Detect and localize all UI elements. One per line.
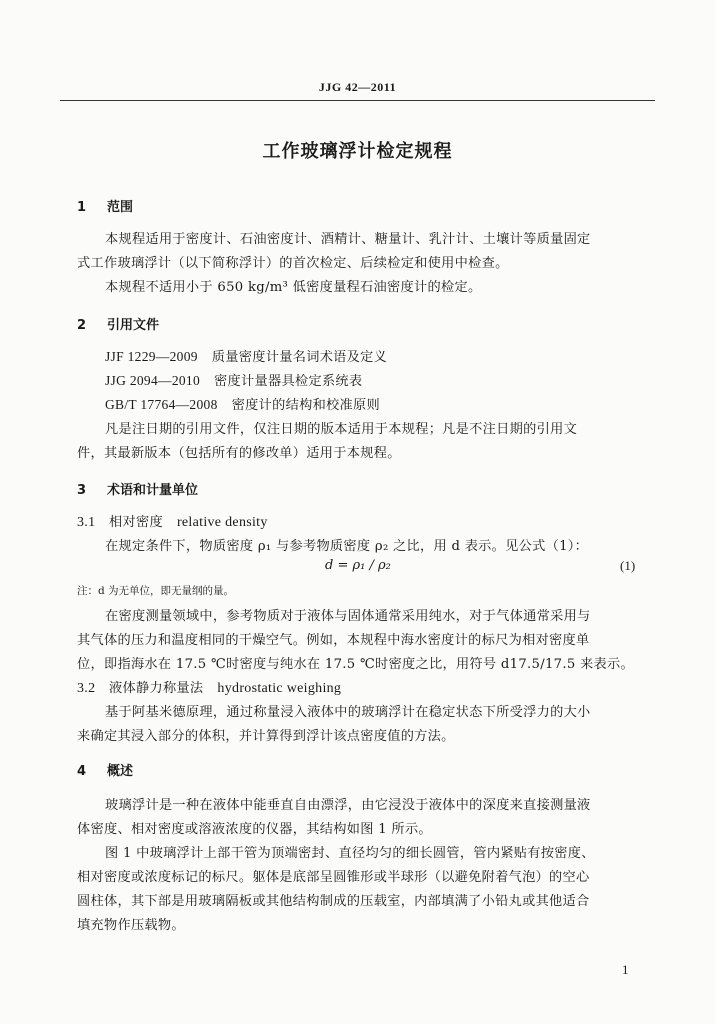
paragraph-line: 位，即指海水在 17.5 ℃时密度与纯水在 17.5 ℃时密度之比，用符号 d17.5/17.5 来表示。 <box>77 657 634 672</box>
section-heading-4 <box>77 760 133 779</box>
reference-item <box>105 370 362 389</box>
paragraph-line: 本规程不适用小于 650 kg/m³ 低密度量程石油密度计的检定。 <box>105 280 482 295</box>
subsection-heading-3-1 <box>77 511 268 531</box>
reference-name: 密度计的结构和校准原则 <box>231 398 381 413</box>
header-rule <box>60 100 655 101</box>
paragraph-line: 在密度测量领域中，参考物质对于液体与固体通常采用纯水，对于气体通常采用与 <box>105 609 591 624</box>
paragraph-line: 填充物作压载物。 <box>77 918 185 933</box>
subsection-title-zh: 相对密度 <box>109 515 163 530</box>
section-title: 术语和计量单位 <box>107 483 199 498</box>
section-title: 概述 <box>107 764 134 779</box>
paragraph-line: 玻璃浮计是一种在液体中能垂直自由漂浮，由它浸没于液体中的深度来直接测量液 <box>105 798 591 813</box>
formula: d = ρ₁ / ρ₂ <box>325 558 391 573</box>
reference-code: JJG 2094—2010 <box>105 373 201 388</box>
section-title: 引用文件 <box>107 318 160 333</box>
paragraph-line: 基于阿基米德原理，通过称量浸入液体中的玻璃浮计在稳定状态下所受浮力的大小 <box>105 705 591 720</box>
note: 注：d 为无单位，即无量纲的量。 <box>77 585 235 597</box>
subsection-number: 3.2 <box>77 681 96 696</box>
section-number: 2 <box>77 318 87 333</box>
paragraph-line: 图 1 中玻璃浮计上部干管为顶端密封、直径均匀的细长圆管，管内紧贴有按密度、 <box>105 846 595 861</box>
paragraph-line: 体密度、相对密度或溶液浓度的仪器，其结构如图 1 所示。 <box>77 822 432 837</box>
reference-name: 密度计量器具检定系统表 <box>214 374 363 389</box>
reference-code: GB/T 17764—2008 <box>105 397 218 412</box>
reference-name: 质量密度计量名词术语及定义 <box>211 350 388 365</box>
section-heading-3 <box>77 479 198 498</box>
subsection-title-en: relative density <box>176 515 268 530</box>
paragraph-line: 凡是注日期的引用文件，仅注日期的版本适用于本规程；凡是不注日期的引用文 <box>105 422 578 437</box>
paragraph-line: 在规定条件下，物质密度 ρ₁ 与参考物质密度 ρ₂ 之比，用 d 表示。见公式（1）： <box>105 539 589 554</box>
paragraph-line: 本规程适用于密度计、石油密度计、酒精计、糖量计、乳汁计、土壤计等质量固定 <box>105 232 591 247</box>
subsection-number: 3.1 <box>77 515 96 530</box>
subsection-heading-3-2 <box>77 677 341 697</box>
paragraph-line: 来确定其浸入部分的体积，并计算得到浮计该点密度值的方法。 <box>77 729 455 744</box>
reference-item <box>105 394 380 413</box>
paragraph-line: 件，其最新版本（包括所有的修改单）适用于本规程。 <box>77 446 401 461</box>
subsection-title-zh: 液体静力称量法 <box>109 681 204 696</box>
formula-number: (1) <box>620 558 636 573</box>
paragraph-line: 相对密度或浓度标记的标尺。躯体是底部呈圆锥形或半球形（以避免附着气泡）的空心 <box>77 870 590 885</box>
page-header: JJG 42—2011 <box>318 80 397 94</box>
section-heading-2 <box>77 314 159 333</box>
section-heading-1 <box>77 196 133 215</box>
document-title: 工作玻璃浮计检定规程 <box>262 141 453 162</box>
section-number: 3 <box>77 483 87 498</box>
section-title: 范围 <box>107 200 134 215</box>
reference-item <box>105 346 387 365</box>
section-number: 1 <box>77 200 87 215</box>
section-number: 4 <box>77 764 87 779</box>
reference-code: JJF 1229—2009 <box>105 349 198 364</box>
paragraph-line: 式工作玻璃浮计（以下简称浮计）的首次检定、后续检定和使用中检查。 <box>77 256 509 271</box>
page-number: 1 <box>622 962 629 977</box>
subsection-title-en: hydrostatic weighing <box>217 681 342 696</box>
paragraph-line: 其气体的压力和温度相同的干燥空气。例如，本规程中海水密度计的标尺为相对密度单 <box>77 633 590 648</box>
paragraph-line: 圆柱体，其下部是用玻璃隔板或其他结构制成的压载室，内部填满了小铅丸或其他适合 <box>77 894 590 909</box>
